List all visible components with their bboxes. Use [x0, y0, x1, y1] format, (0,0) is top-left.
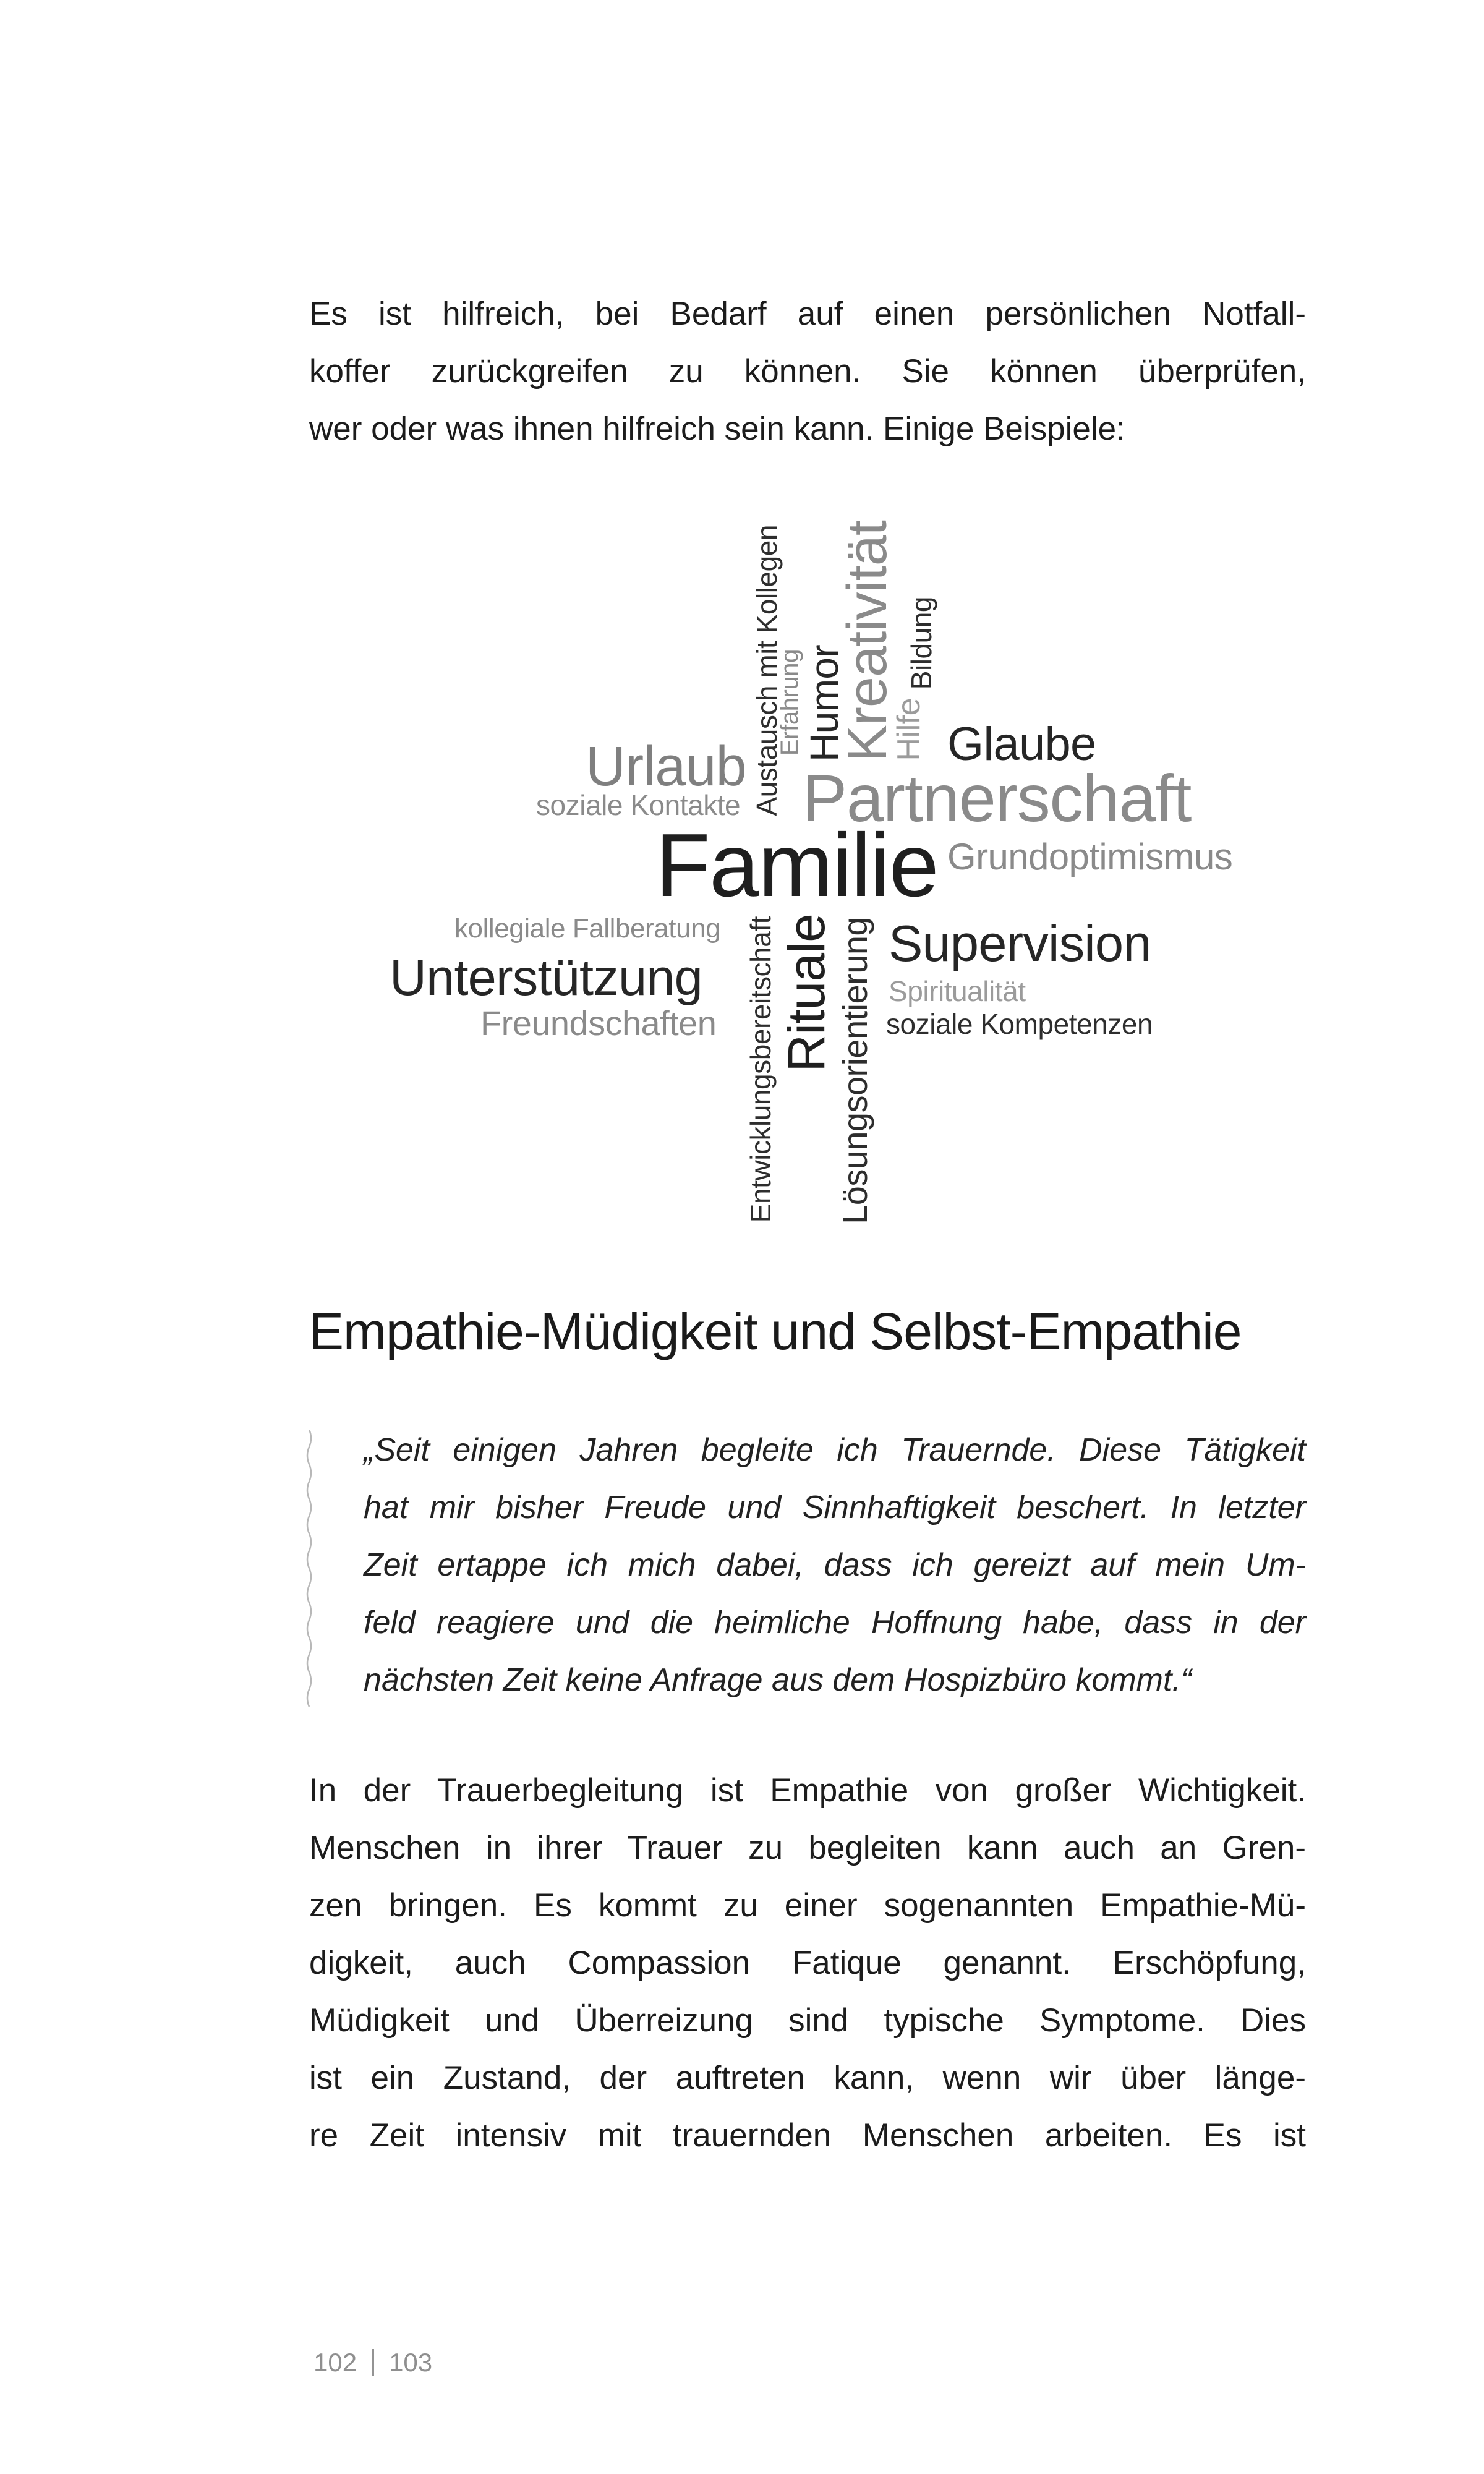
cloud-word: Spiritualität — [889, 975, 1026, 1007]
text-line: Müdigkeit und Überreizung sind typische Symptome. Dies — [309, 2002, 1306, 2039]
cloud-word: soziale Kontakte — [536, 789, 741, 821]
cloud-word: Erfahrung — [776, 649, 803, 756]
text-line: „Seit einigen Jahren begleite ich Trauernde. Diese Tätigkeit — [364, 1432, 1306, 1468]
text-line: ist ein Zustand, der auftreten kann, wenn wir über länge- — [309, 2060, 1306, 2096]
section-heading: Empathie-Müdigkeit und Selbst-Empathie — [309, 1302, 1242, 1360]
text-line: nächsten Zeit keine Anfrage aus dem Hospizbüro kommt.“ — [364, 1662, 1192, 1698]
cloud-word: Hilfe — [891, 697, 927, 761]
cloud-word: Kreativität — [837, 520, 898, 762]
text-line: digkeit, auch Compassion Fatique genannt. Erschöpfung, — [309, 1945, 1306, 1981]
cloud-word: Austausch mit Kollegen — [751, 525, 783, 816]
text-line: Es ist hilfreich, bei Bedarf auf einen persönlichen Notfall- — [309, 296, 1306, 332]
cloud-word: Urlaub — [586, 736, 746, 798]
cloud-word: Freundschaften — [480, 1004, 717, 1043]
cloud-word: Bildung — [905, 596, 937, 689]
cloud-word: Partnerschaft — [803, 761, 1192, 835]
cloud-word: Entwicklungsbereitschaft — [744, 916, 777, 1223]
cloud-word: soziale Kompetenzen — [886, 1008, 1153, 1040]
text-line: wer oder was ihnen hilfreich sein kann. Einige Beispiele: — [309, 411, 1125, 447]
text-line: zen bringen. Es kommt zu einer sogenannten Empathie-Mü- — [309, 1887, 1306, 1924]
cloud-word: Glaube — [947, 718, 1096, 770]
cloud-word: Humor — [802, 645, 846, 762]
page-footer — [313, 2348, 432, 2378]
text-line: feld reagiere und die heimliche Hoffnung habe, dass in der — [364, 1605, 1306, 1640]
page-number-right: 103 — [389, 2348, 433, 2377]
body-paragraph — [309, 1762, 1306, 2164]
cloud-word: Grundoptimismus — [947, 836, 1233, 877]
text-line: re Zeit intensiv mit trauernden Menschen arbeiten. Es ist — [309, 2117, 1306, 2154]
page-number-left: 102 — [313, 2348, 357, 2377]
text-line: Zeit ertappe ich mich dabei, dass ich gereizt auf mein Um- — [364, 1547, 1306, 1583]
cloud-word: Unterstützung — [390, 949, 702, 1006]
cloud-word: Rituale — [777, 914, 835, 1072]
cloud-word: Familie — [655, 815, 939, 915]
cloud-word: Lösungsorientierung — [835, 917, 874, 1224]
text-line: In der Trauerbegleitung ist Empathie von großer Wichtigkeit. — [309, 1772, 1306, 1809]
text-line: koffer zurückgreifen zu können. Sie können überprüfen, — [309, 353, 1306, 390]
page-number-divider — [372, 2349, 374, 2376]
quote-squiggle-decoration — [304, 1430, 314, 1708]
text-line: Menschen in ihrer Trauer zu begleiten kann auch an Gren- — [309, 1830, 1306, 1866]
cloud-word: Supervision — [889, 915, 1151, 972]
text-line: hat mir bisher Freude und Sinnhaftigkeit beschert. In letzter — [364, 1490, 1306, 1525]
quote-block — [364, 1422, 1306, 1709]
cloud-word: kollegiale Fallberatung — [454, 913, 721, 944]
